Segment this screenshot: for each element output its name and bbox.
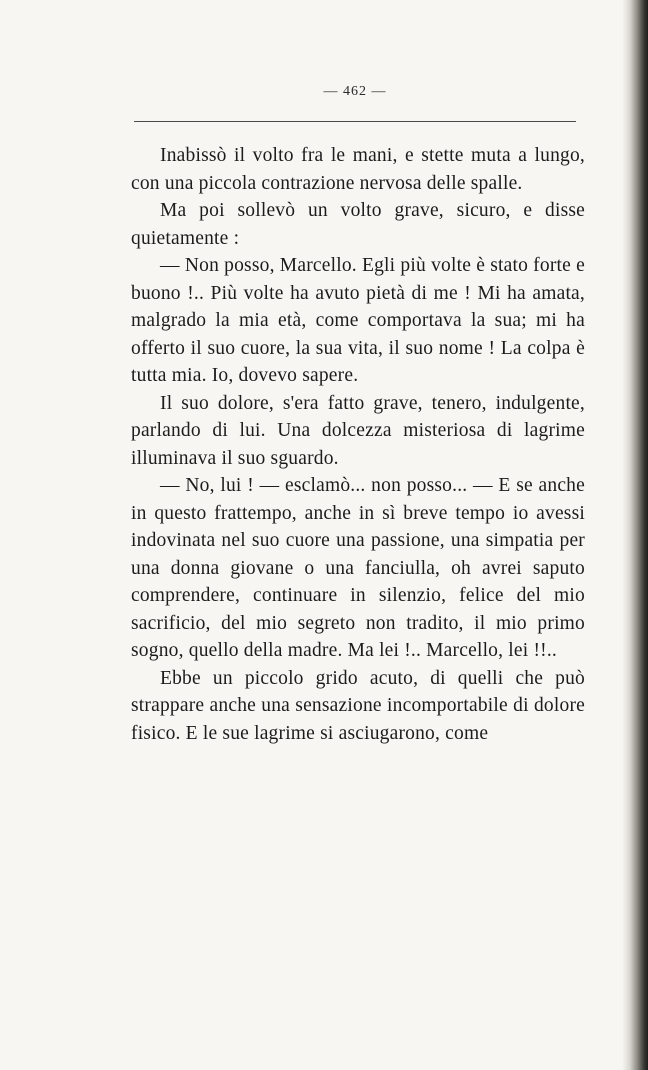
paragraph: — No, lui ! — esclamò... non posso... — E se anche in questo frattempo, anche in sì breve tempo io avessi indovinata nel suo cuore una passione, una simpatia per una donna giovane o una fanciulla, oh avrei saputo comprendere, continuare in silenzio, felice del mio sacrificio, del mio segreto non tradito, il mio primo sogno, quello della madre. Ma lei !.. Marcello, lei !!.. bbox=[131, 475, 585, 661]
paragraph: Il suo dolore, s'era fatto grave, tenero, indulgente, parlando di lui. Una dolcezza misteriosa di lagrime illuminava il suo sguardo. bbox=[131, 392, 585, 469]
header-rule bbox=[134, 121, 576, 122]
paragraph: Ebbe un piccolo grido acuto, di quelli che può strappare anche una sensazione incomportabile di dolore fisico. E le sue lagrime si asciugarono, come bbox=[131, 667, 585, 744]
body-text bbox=[131, 142, 585, 747]
paragraph: Ma poi sollevò un volto grave, sicuro, e disse quietamente : bbox=[131, 200, 585, 249]
page-edge-shadow bbox=[622, 0, 648, 1070]
page-number: — 462 — bbox=[323, 84, 387, 99]
paragraph: — Non posso, Marcello. Egli più volte è stato forte e buono !.. Più volte ha avuto pietà di me ! Mi ha amata, malgrado la mia età, come comportava la sua; mi ha offerto il suo cuore, la sua vita, il suo nome ! La colpa è tutta mia. Io, dovevo sapere. bbox=[131, 255, 585, 386]
paragraph: Inabissò il volto fra le mani, e stette muta a lungo, con una piccola contrazione nervosa delle spalle. bbox=[131, 145, 585, 194]
